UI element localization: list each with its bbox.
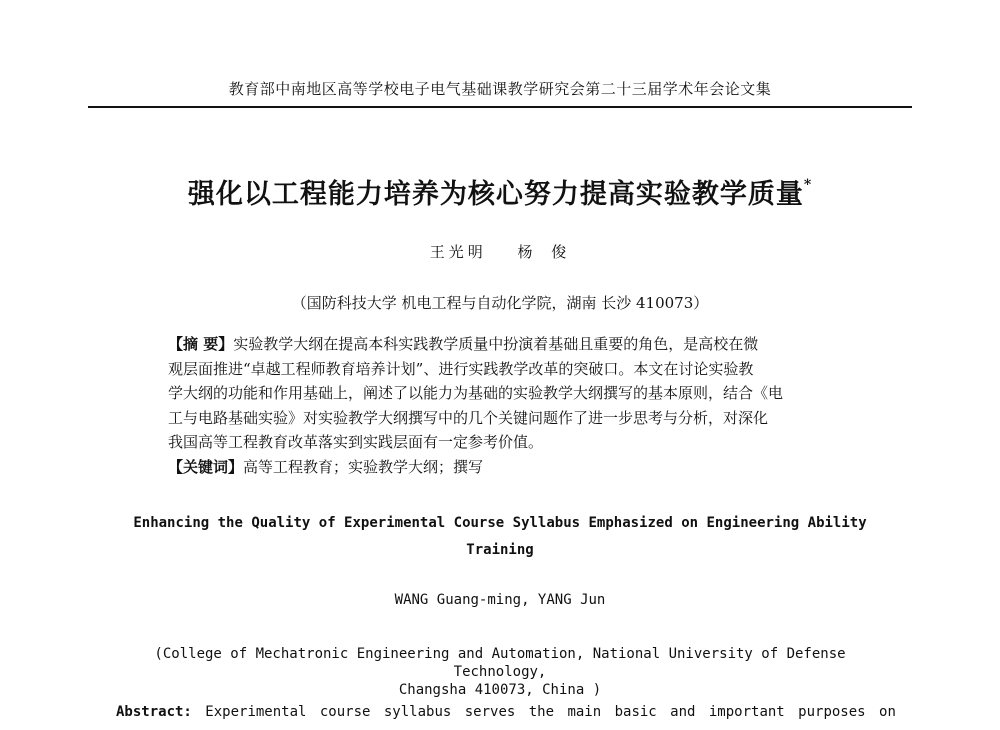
english-title-line-1: Enhancing the Quality of Experimental Course Syllabus Emphasized on Engineering Ability bbox=[133, 515, 867, 531]
english-title bbox=[110, 510, 890, 564]
english-affiliation-line-2: Changsha 410073, China ) bbox=[398, 682, 602, 698]
header-rule bbox=[88, 106, 912, 108]
abstract-cn-text-1: 实验教学大纲在提高本科实践教学质量中扮演着基础且重要的角色，是高校在微 bbox=[233, 335, 759, 353]
abstract-cn-line-5: 我国高等工程教育改革落实到实践层面有一定参考价值。 bbox=[168, 433, 544, 452]
paper-title-text: 强化以工程能力培养为核心努力提高实验教学质量 bbox=[187, 179, 804, 210]
abstract-cn-line-1 bbox=[168, 332, 838, 357]
english-abstract bbox=[116, 704, 896, 720]
author-1: 王光明 bbox=[429, 243, 487, 261]
title-footnote-mark: * bbox=[803, 177, 813, 193]
author-2: 杨 俊 bbox=[517, 243, 571, 261]
keywords-cn-label: 【关键词】 bbox=[168, 457, 244, 476]
keywords-cn-text: 高等工程教育；实验教学大纲；撰写 bbox=[243, 457, 484, 476]
abstract-cn-line-3: 学大纲的功能和作用基础上，阐述了以能力为基础的实验教学大纲撰写的基本原则，结合《电 bbox=[168, 384, 784, 403]
english-abstract-text: Experimental course syllabus serves the main basic and important purposes on bbox=[205, 704, 896, 720]
paper-title bbox=[90, 172, 910, 211]
english-affiliation bbox=[110, 645, 890, 699]
english-affiliation-line-1: (College of Mechatronic Engineering and Automation, National University of Defense Technology, bbox=[154, 646, 846, 680]
affiliation: （国防科技大学 机电工程与自动化学院，湖南 长沙 410073） bbox=[291, 294, 709, 312]
abstract-cn bbox=[168, 332, 838, 480]
abstract-cn-label: 【摘 要】 bbox=[168, 335, 234, 353]
english-title-line-2: Training bbox=[466, 542, 534, 558]
english-authors: WANG Guang-ming, YANG Jun bbox=[394, 592, 606, 608]
abstract-cn-line-4: 工与电路基础实验》对实验教学大纲撰写中的几个关键问题作了进一步思考与分析，对深化 bbox=[168, 408, 769, 427]
english-abstract-label: Abstract: bbox=[116, 704, 192, 720]
abstract-cn-line-2: 观层面推进“卓越工程师教育培养计划”、进行实践教学改革的突破口。本文在讨论实验教 bbox=[168, 359, 754, 378]
keywords-cn bbox=[168, 455, 838, 480]
authors bbox=[90, 241, 910, 262]
proceedings-header: 教育部中南地区高等学校电子电气基础课教学研究会第二十三届学术年会论文集 bbox=[228, 80, 772, 98]
